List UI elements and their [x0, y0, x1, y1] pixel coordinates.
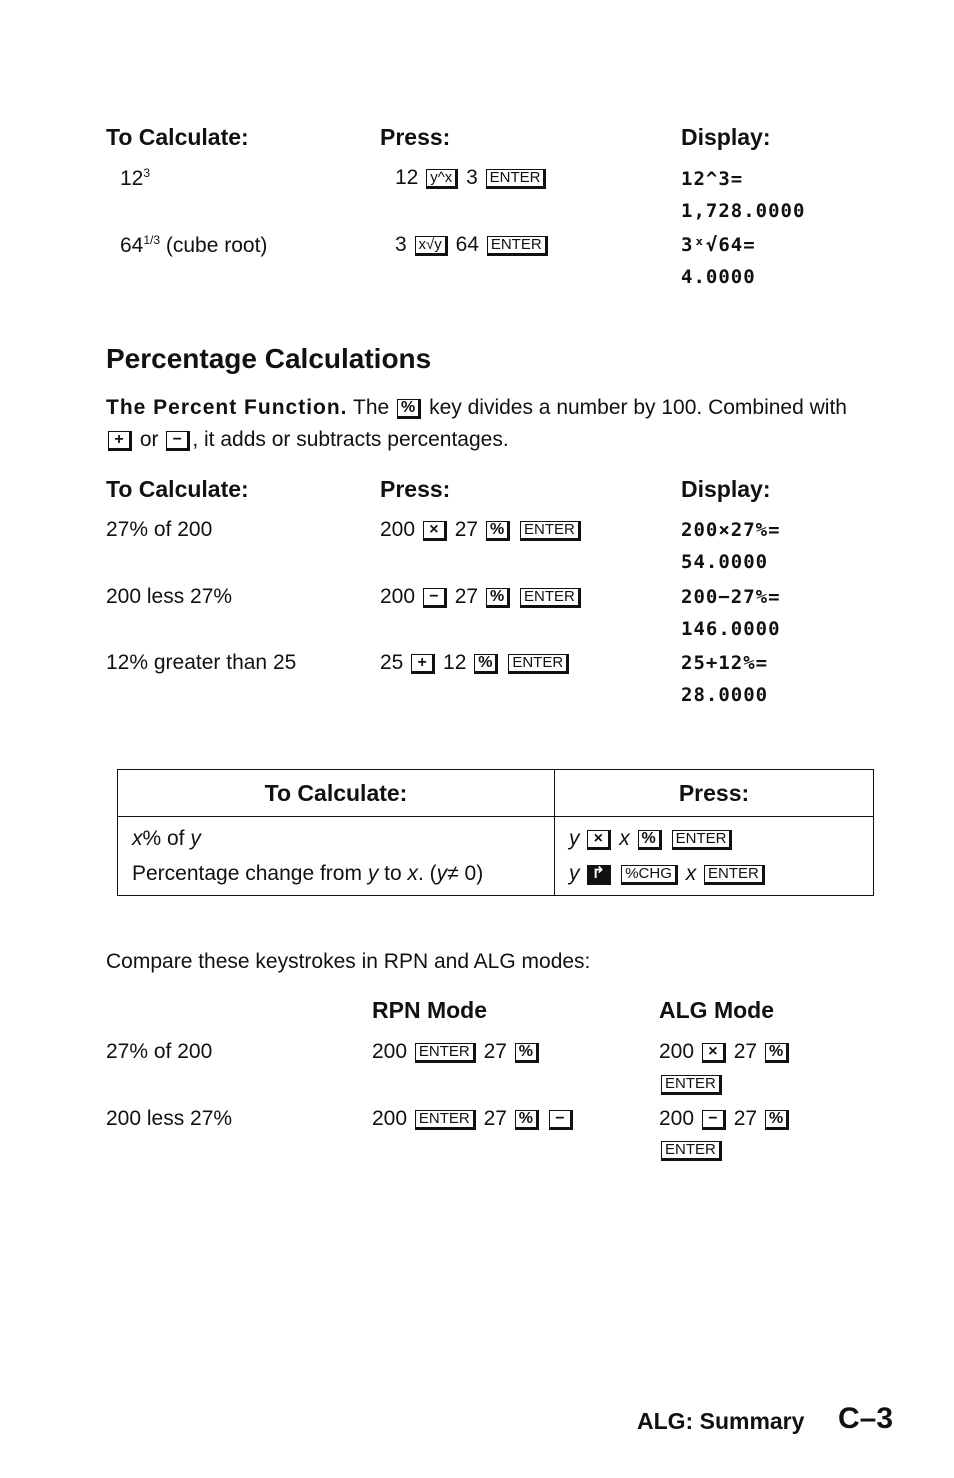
powers-header-calc: To Calculate: — [106, 124, 249, 150]
minus-key: − — [702, 1110, 726, 1130]
percent-key: % — [515, 1110, 539, 1130]
table-header-calc: To Calculate: — [118, 770, 555, 817]
percent-row3-display-line2: 28.0000 — [681, 684, 769, 706]
compare-row1-label: 27% of 200 — [106, 1040, 213, 1063]
percent-row1-press: 200 × 27 % ENTER — [380, 518, 583, 542]
enter-key: ENTER — [520, 521, 581, 541]
enter-key: ENTER — [415, 1110, 476, 1130]
percent-row3-display-line1: 25+12%= — [681, 652, 769, 674]
powers-row2-press: 3 x√y 64 ENTER — [395, 233, 550, 257]
powers-row2-display-line2: 4.0000 — [681, 266, 756, 288]
percent-row1-calc: 27% of 200 — [106, 518, 213, 541]
compare-header-rpn: RPN Mode — [372, 997, 487, 1023]
powers-header-display: Display: — [681, 124, 771, 150]
compare-header-alg: ALG Mode — [659, 997, 774, 1023]
y-power-x-key: y^x — [426, 169, 458, 189]
table-row2-press: y ↱ %CHG x ENTER — [569, 856, 859, 891]
table-press-cell — [555, 817, 874, 896]
section-title: Percentage Calculations — [106, 343, 432, 374]
compare-row1-alg-line2 — [659, 1072, 724, 1096]
intro-line1: The Percent Function. The % key divides a number by 100. Combined with — [106, 396, 847, 419]
percent-header-press: Press: — [380, 476, 451, 502]
powers-row1-calc: $12^3$ — [120, 166, 151, 190]
percent-key: % — [638, 830, 662, 850]
table-row1-calc: x% of y — [132, 827, 201, 850]
percent-row2-display-line1: 200−27%= — [681, 586, 781, 608]
percent-functions-table — [117, 769, 874, 896]
percent-row3-calc: 12% greater than 25 — [106, 651, 297, 674]
compare-row1-alg-line1: 200 × 27 % — [659, 1040, 791, 1064]
compare-row2-alg-line2 — [659, 1138, 724, 1162]
powers-row1-display-line1: 12^3= — [681, 168, 744, 190]
percent-key: % — [397, 399, 421, 419]
percent-row2-press: 200 − 27 % ENTER — [380, 585, 583, 609]
enter-key: ENTER — [661, 1141, 722, 1161]
enter-key: ENTER — [661, 1075, 722, 1095]
table-row2-calc: Percentage change from y to x. (y≠ 0) — [132, 862, 484, 885]
percent-key: % — [765, 1110, 789, 1130]
enter-key: ENTER — [486, 169, 547, 189]
plus-key: + — [108, 431, 132, 451]
percent-change-key: %CHG — [621, 865, 678, 885]
powers-row1-press: 12 y^x 3 ENTER — [395, 166, 548, 190]
table-row1-press: y × x % ENTER — [569, 821, 859, 856]
minus-key: − — [166, 431, 190, 451]
percent-row2-display-line2: 146.0000 — [681, 618, 781, 640]
enter-key: ENTER — [508, 654, 569, 674]
powers-header-press: Press: — [380, 124, 451, 150]
percent-key: % — [515, 1043, 539, 1063]
percent-key: % — [486, 521, 510, 541]
footer-page-number: C–3 — [838, 1402, 894, 1435]
shift-key-icon: ↱ — [587, 865, 611, 885]
minus-key: − — [549, 1110, 573, 1130]
percent-header-display: Display: — [681, 476, 771, 502]
compare-row2-rpn: 200 ENTER 27 % − — [372, 1107, 575, 1131]
percent-header-calc: To Calculate: — [106, 476, 249, 502]
intro-line2: + or − , it adds or subtracts percentages. — [106, 428, 509, 452]
enter-key: ENTER — [415, 1043, 476, 1063]
percent-row1-display-line1: 200×27%= — [681, 519, 781, 541]
enter-key: ENTER — [520, 588, 581, 608]
compare-row2-alg-line1: 200 − 27 % — [659, 1107, 791, 1131]
footer-section: ALG: Summary — [637, 1408, 805, 1434]
compare-row1-rpn: 200 ENTER 27 % — [372, 1040, 541, 1064]
percent-key: % — [474, 654, 498, 674]
compare-row2-label: 200 less 27% — [106, 1107, 233, 1130]
minus-key: − — [423, 588, 447, 608]
compare-intro: Compare these keystrokes in RPN and ALG modes: — [106, 950, 591, 973]
powers-row2-calc: $64^{1/3}$ (cube root) — [120, 233, 268, 257]
table-row — [118, 817, 874, 896]
times-key: × — [587, 830, 611, 850]
table-header-press: Press: — [555, 770, 874, 817]
table-header-row — [118, 770, 874, 817]
table-calc-cell — [118, 817, 555, 896]
plus-key: + — [411, 654, 435, 674]
enter-key: ENTER — [672, 830, 733, 850]
percent-row3-press: 25 + 12 % ENTER — [380, 651, 571, 675]
percent-key: % — [486, 588, 510, 608]
x-root-y-key: x√y — [415, 236, 448, 256]
percent-key: % — [765, 1043, 789, 1063]
powers-row1-display-line2: 1,728.0000 — [681, 200, 806, 222]
powers-row2-display-line1: 3ˣ√64= — [681, 234, 756, 256]
enter-key: ENTER — [704, 865, 765, 885]
enter-key: ENTER — [487, 236, 548, 256]
percent-row1-display-line2: 54.0000 — [681, 551, 769, 573]
times-key: × — [702, 1043, 726, 1063]
percent-row2-calc: 200 less 27% — [106, 585, 233, 608]
intro-lead: The Percent Function. — [106, 396, 348, 419]
times-key: × — [423, 521, 447, 541]
